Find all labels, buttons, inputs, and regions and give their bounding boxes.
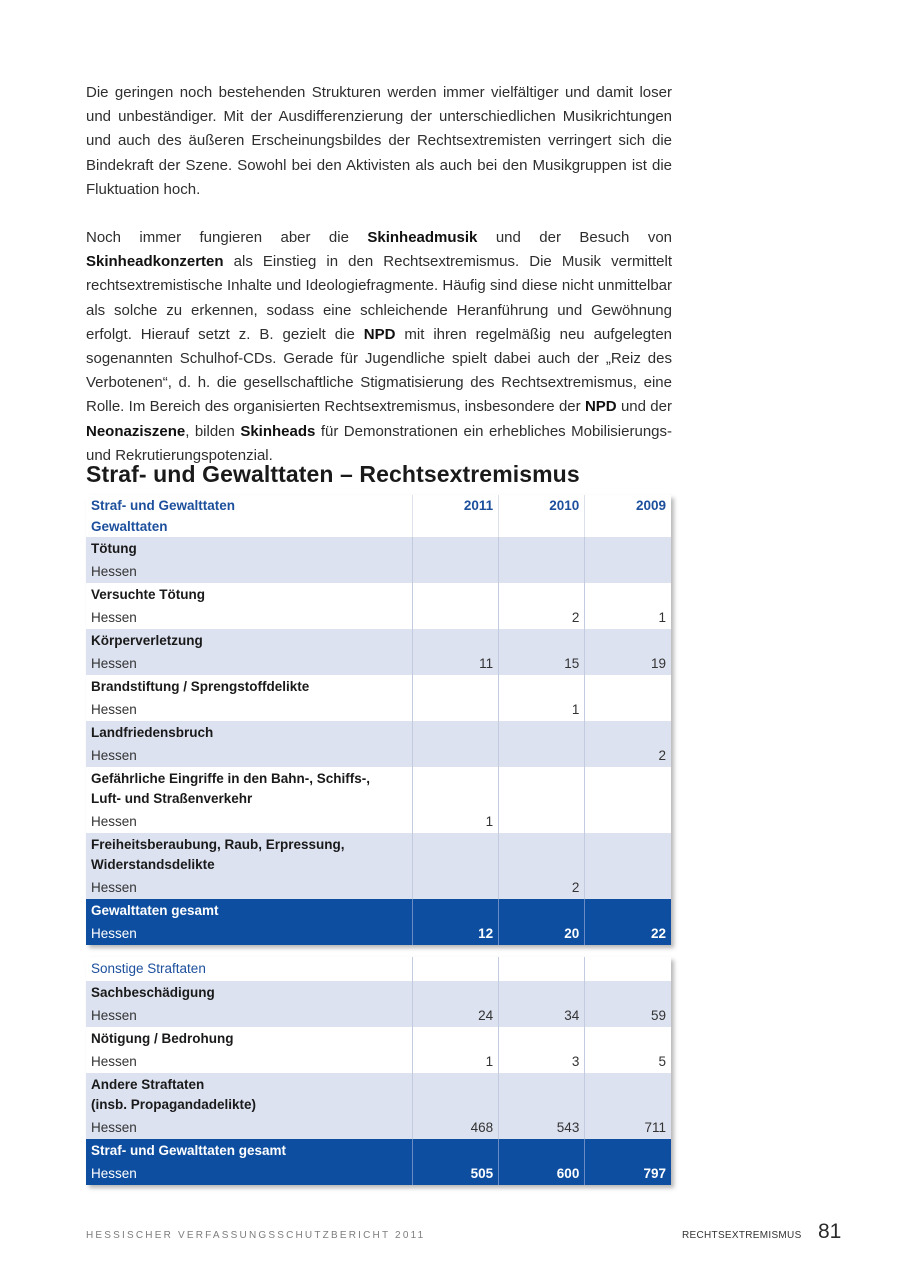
category-label-line-1: Nötigung / Bedrohung <box>91 1031 234 1046</box>
data-row <box>86 1116 671 1139</box>
category-label-line-1: Gefährliche Eingriffe in den Bahn-, Schiffs-, <box>91 771 371 786</box>
category-row <box>86 629 671 652</box>
category-label-line-2: Widerstandsdelikte <box>91 857 215 872</box>
other-crimes-table <box>86 957 671 1185</box>
data-row <box>86 810 671 833</box>
category-label-line-1: Landfriedensbruch <box>91 725 214 740</box>
category-row <box>86 981 671 1004</box>
violent-total-label: Gewalttaten gesamt <box>86 899 413 922</box>
violent-rows <box>86 537 671 899</box>
category-row <box>86 767 671 810</box>
region-label: Hessen <box>86 744 413 767</box>
category-row <box>86 721 671 744</box>
category-label-line-1: Körperverletzung <box>91 633 203 648</box>
region-label: Hessen <box>86 922 413 945</box>
value-2009: 5 <box>585 1050 671 1073</box>
table-title: Straf- und Gewalttaten – Rechtsextremismus <box>86 461 580 487</box>
region-label: Hessen <box>86 698 413 721</box>
grand-total-2009: 797 <box>585 1162 671 1185</box>
violent-total-2009: 22 <box>585 922 671 945</box>
data-row <box>86 744 671 767</box>
footer-section: RECHTSEXTREMISMUS <box>682 1230 802 1241</box>
table-header-row <box>86 495 671 516</box>
category-label <box>86 1073 413 1116</box>
value-2011: 1 <box>413 1050 499 1073</box>
region-label: Hessen <box>86 1004 413 1027</box>
section-header-row <box>86 516 671 537</box>
section-header-row <box>86 957 671 981</box>
category-label-line-1: Brandstiftung / Sprengstoffdelikte <box>91 679 310 694</box>
category-row <box>86 537 671 560</box>
paragraph-2: Noch immer fungieren aber die Skinheadmusik und der Besuch von Skinheadkonzerten als Einstieg in den Rechtsextremismus. Die Musik vermittelt rechtsextremistische Inhalte und Ideologiefragmente. Häufig sind diese nicht unmittelbar als solche zu erkennen, sodass eine schleichende Heranführung und Gewöhnung erfolgt. Hierauf setzt z. B. gezielt die NPD mit ihren regelmäßig neu aufgelegten sogenannten Schulhof-CDs. Gerade für Jugendliche spielt dabei auch der „Reiz des Verbotenen“, d. h. die gesellschaftliche Stigmatisierung des Rechtsextremismus, eine Rolle. Im Bereich des organisierten Rechtsextremismus, insbesondere der NPD und der Neonaziszene, bilden Skinheads für Demonstrationen ein erhebliches Mobilisierungs- und Rekrutierungspotenzial. <box>86 229 672 464</box>
footer-publication: HESSISCHER VERFASSUNGSSCHUTZBERICHT 2011 <box>86 1230 426 1241</box>
value-2011 <box>413 606 499 629</box>
value-2009 <box>585 698 671 721</box>
region-label: Hessen <box>86 652 413 675</box>
region-label: Hessen <box>86 1162 413 1185</box>
value-2011 <box>413 560 499 583</box>
category-row <box>86 1027 671 1050</box>
other-rows <box>86 981 671 1139</box>
data-row <box>86 698 671 721</box>
value-2009 <box>585 560 671 583</box>
category-label-line-1: Versuchte Tötung <box>91 587 206 602</box>
category-label-line-2: (insb. Propagandadelikte) <box>91 1097 257 1112</box>
category-label <box>86 981 413 1004</box>
value-2010 <box>499 744 585 767</box>
paragraph-1: Die geringen noch bestehenden Strukturen werden immer vielfältiger und damit loser und unbeständiger. Mit der Ausdifferenzierung der unterschiedlichen Musikrichtungen und auch des äußeren Erscheinungsbildes der Rechtsextremisten verringert sich die Bindekraft der Szene. Sowohl bei den Aktivisten als auch bei den Musikgruppen ist die Fluktuation hoch. <box>86 84 672 198</box>
category-label <box>86 583 413 606</box>
category-label <box>86 629 413 652</box>
data-row <box>86 876 671 899</box>
value-2009 <box>585 810 671 833</box>
value-2010: 34 <box>499 1004 585 1027</box>
category-label <box>86 1027 413 1050</box>
category-label <box>86 767 413 810</box>
data-row <box>86 560 671 583</box>
category-label <box>86 537 413 560</box>
value-2010 <box>499 810 585 833</box>
category-row <box>86 583 671 606</box>
value-2009: 59 <box>585 1004 671 1027</box>
grand-total-values-row <box>86 1162 671 1185</box>
violent-total-2011: 12 <box>413 922 499 945</box>
header-label: Straf- und Gewalttaten <box>86 495 413 516</box>
region-label: Hessen <box>86 810 413 833</box>
grand-total-label-row <box>86 1139 671 1162</box>
category-row <box>86 1073 671 1116</box>
region-label: Hessen <box>86 560 413 583</box>
violent-total-2010: 20 <box>499 922 585 945</box>
value-2010: 2 <box>499 606 585 629</box>
category-label-line-1: Freiheitsberaubung, Raub, Erpressung, <box>91 837 345 852</box>
header-year-2009: 2009 <box>585 495 671 516</box>
value-2011: 11 <box>413 652 499 675</box>
page-number: 81 <box>818 1220 842 1243</box>
value-2011 <box>413 876 499 899</box>
category-label-line-1: Tötung <box>91 541 137 556</box>
category-row <box>86 833 671 876</box>
value-2010: 543 <box>499 1116 585 1139</box>
value-2010: 3 <box>499 1050 585 1073</box>
value-2011: 1 <box>413 810 499 833</box>
grand-total-label: Straf- und Gewalttaten gesamt <box>86 1139 413 1162</box>
section-label-violent: Gewalttaten <box>86 516 413 537</box>
value-2010: 2 <box>499 876 585 899</box>
section-label-other: Sonstige Straftaten <box>86 957 413 981</box>
value-2009: 19 <box>585 652 671 675</box>
category-row <box>86 675 671 698</box>
header-year-2010: 2010 <box>499 495 585 516</box>
violent-crimes-table <box>86 495 671 945</box>
category-label <box>86 833 413 876</box>
category-label <box>86 675 413 698</box>
value-2011: 468 <box>413 1116 499 1139</box>
header-year-2011: 2011 <box>413 495 499 516</box>
category-label-line-1: Andere Straftaten <box>91 1077 205 1092</box>
value-2009: 1 <box>585 606 671 629</box>
value-2010: 1 <box>499 698 585 721</box>
value-2011: 24 <box>413 1004 499 1027</box>
value-2011 <box>413 744 499 767</box>
region-label: Hessen <box>86 876 413 899</box>
region-label: Hessen <box>86 606 413 629</box>
data-row <box>86 1004 671 1027</box>
value-2010 <box>499 560 585 583</box>
data-row <box>86 652 671 675</box>
value-2009: 2 <box>585 744 671 767</box>
category-label <box>86 721 413 744</box>
violent-total-values-row <box>86 922 671 945</box>
grand-total-2010: 600 <box>499 1162 585 1185</box>
region-label: Hessen <box>86 1050 413 1073</box>
violent-total-label-row <box>86 899 671 922</box>
category-label-line-2: Luft- und Straßenverkehr <box>91 791 253 806</box>
region-label: Hessen <box>86 1116 413 1139</box>
value-2011 <box>413 698 499 721</box>
category-label-line-1: Sachbeschädigung <box>91 985 215 1000</box>
grand-total-2011: 505 <box>413 1162 499 1185</box>
value-2009: 711 <box>585 1116 671 1139</box>
value-2010: 15 <box>499 652 585 675</box>
data-row <box>86 1050 671 1073</box>
data-row <box>86 606 671 629</box>
value-2009 <box>585 876 671 899</box>
